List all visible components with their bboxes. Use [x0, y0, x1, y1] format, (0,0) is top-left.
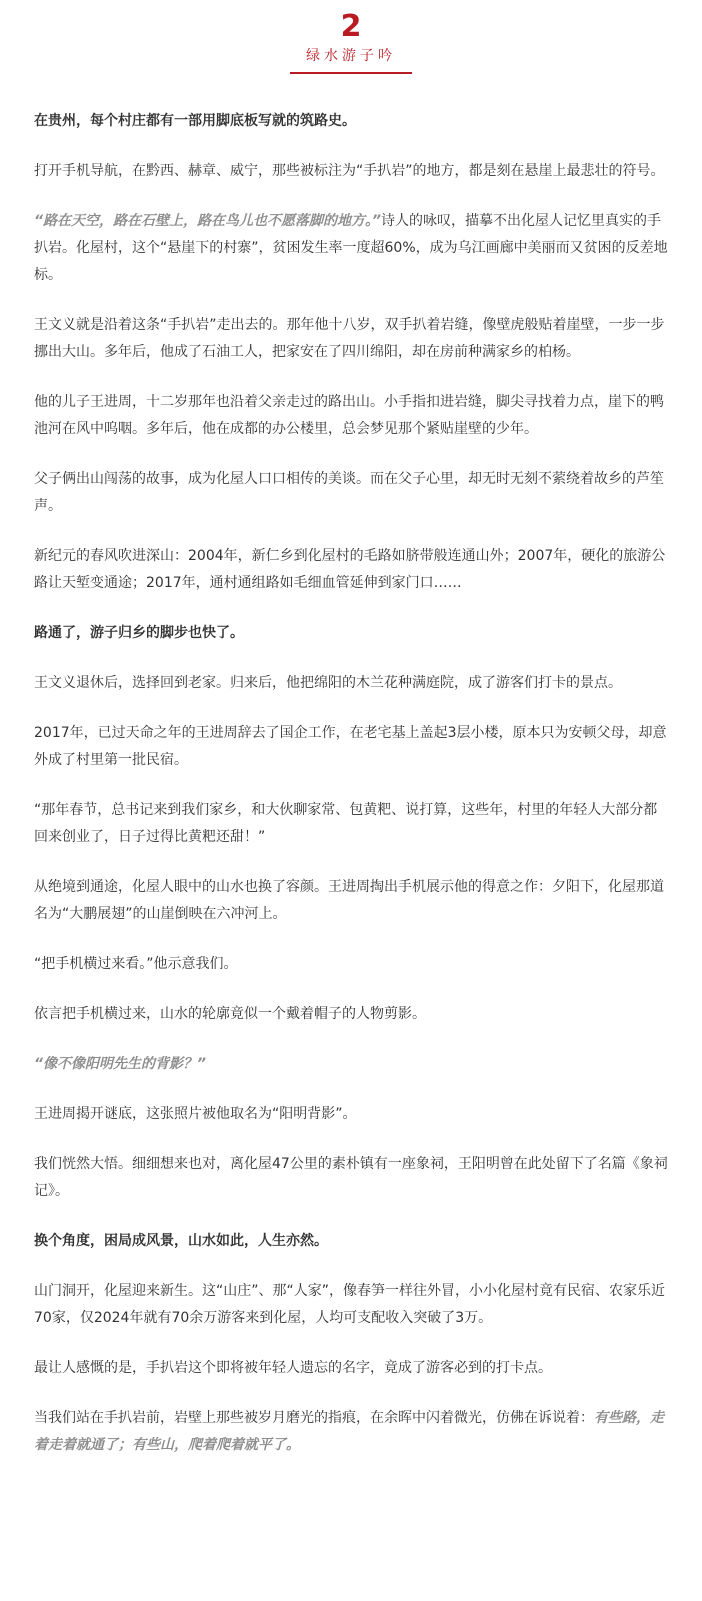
paragraph-16: 王进周揭开谜底，这张照片被他取名为“阳明背影”。 [34, 1106, 357, 1122]
paragraph-15: “像不像阳明先生的背影？” [34, 1056, 207, 1072]
paragraph-13: “把手机横过来看。”他示意我们。 [34, 956, 238, 972]
paragraph-2: 打开手机导航，在黔西、赫章、威宁，那些被标注为“手扒岩”的地方，都是刻在悬崖上最悲壮的符号。 [34, 163, 665, 179]
paragraph-3: “路在天空，路在石壁上，路在鸟儿也不愿落脚的地方。”诗人的咏叹，描摹不出化屋人记忆里真实的手扒岩。化屋村，这个“悬崖下的村寨”，贫困发生率一度超60%，成为乌江画廊中美丽而又贫困的反差地标。 [34, 213, 668, 283]
paragraph-4: 王文义就是沿着这条“手扒岩”走出去的。那年他十八岁，双手扒着岩缝，像壁虎般贴着崖壁，一步一步挪出大山。多年后，他成了石油工人，把家安在了四川绵阳，却在房前种满家乡的柏杨。 [34, 317, 665, 360]
paragraph-6: 父子俩出山闯荡的故事，成为化屋人口口相传的美谈。而在父子心里，却无时无刻不萦绕着故乡的芦笙声。 [34, 471, 664, 514]
section-title: 绿水游子吟 [306, 48, 396, 64]
poem-quote: “路在天空，路在石壁上，路在鸟儿也不愿落脚的地方。” [34, 213, 382, 229]
paragraph-19: 山门洞开，化屋迎来新生。这“山庄”、那“人家”，像春笋一样往外冒，小小化屋村竟有民宿、农家乐近70家，仅2024年就有70余万游客来到化屋，人均可支配收入突破了3万。 [34, 1283, 666, 1326]
paragraph-18: 换个角度，困局成风景，山水如此，人生亦然。 [34, 1233, 328, 1249]
section-header [0, 0, 702, 74]
paragraph-1: 在贵州，每个村庄都有一部用脚底板写就的筑路史。 [34, 113, 356, 129]
paragraph-20: 最让人感慨的是，手扒岩这个即将被年轻人遗忘的名字，竟成了游客必到的打卡点。 [34, 1360, 552, 1376]
paragraph-7: 新纪元的春风吹进深山：2004年，新仁乡到化屋村的毛路如脐带般连通山外；2007年，硬化的旅游公路让天堑变通途；2017年，通村通组路如毛细血管延伸到家门口…… [34, 548, 666, 591]
paragraph-11: “那年春节，总书记来到我们家乡，和大伙聊家常、包黄粑、说打算，这些年，村里的年轻人大部分都回来创业了，日子过得比黄粑还甜！” [34, 802, 658, 845]
section-number: 2 [340, 9, 362, 44]
article-body [0, 74, 702, 1459]
paragraph-5: 他的儿子王进周，十二岁那年也沿着父亲走过的路出山。小手指扣进岩缝，脚尖寻找着力点，崖下的鸭池河在风中呜咽。多年后，他在成都的办公楼里，总会梦见那个紧贴崖壁的少年。 [34, 394, 664, 437]
paragraph-14: 依言把手机横过来，山水的轮廓竟似一个戴着帽子的人物剪影。 [34, 1006, 426, 1022]
paragraph-12: 从绝境到通途，化屋人眼中的山水也换了容颜。王进周掏出手机展示他的得意之作：夕阳下，化屋那道名为“大鹏展翅”的山崖倒映在六冲河上。 [34, 879, 664, 922]
paragraph-17: 我们恍然大悟。细细想来也对，离化屋47公里的素朴镇有一座象祠，王阳明曾在此处留下了名篇《象祠记》。 [34, 1156, 668, 1199]
paragraph-9: 王文义退休后，选择回到老家。归来后，他把绵阳的木兰花种满庭院，成了游客们打卡的景点。 [34, 675, 622, 691]
paragraph-10: 2017年，已过天命之年的王进周辞去了国企工作，在老宅基上盖起3层小楼，原本只为安顿父母，却意外成了村里第一批民宿。 [34, 725, 667, 768]
closing-emphasis: 有些路，走着走着就通了；有些山，爬着爬着就平了。 [34, 1410, 664, 1453]
paragraph-21: 当我们站在手扒岩前，岩壁上那些被岁月磨光的指痕，在余晖中闪着微光，仿佛在诉说着：有些路，走着走着就通了；有些山，爬着爬着就平了。 [34, 1410, 664, 1453]
paragraph-8: 路通了，游子归乡的脚步也快了。 [34, 625, 244, 641]
